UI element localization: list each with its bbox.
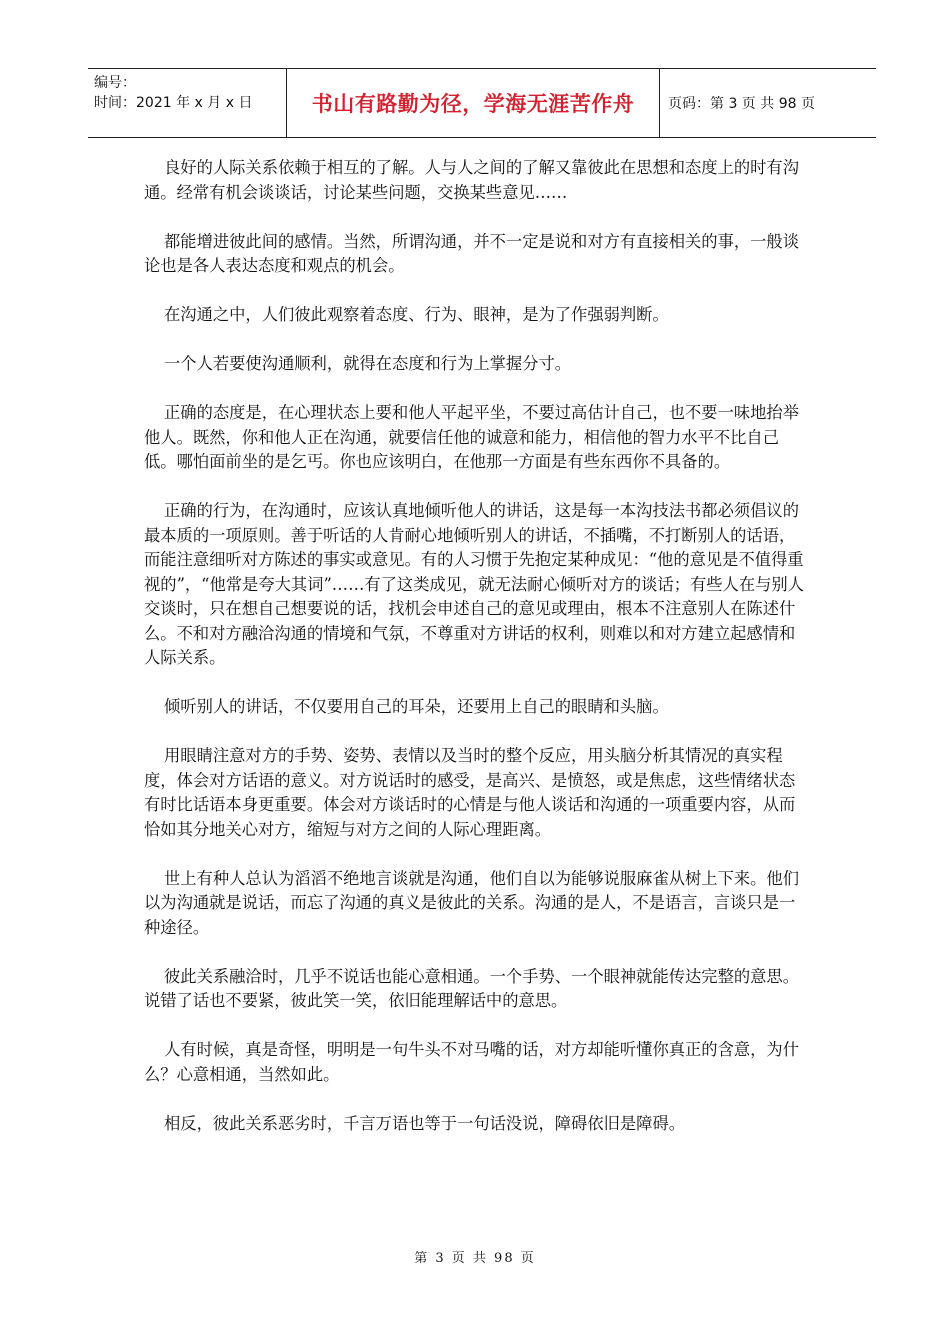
date-line: 时间：2021 年 x 月 x 日	[94, 95, 253, 111]
paragraph: 在沟通之中，人们彼此观察着态度、行为、眼神，是为了作强弱判断。	[164, 305, 669, 324]
page-header	[88, 68, 876, 138]
header-page-info: 页码：第 3 页 共 98 页	[668, 96, 815, 112]
paragraph: 人有时候，真是奇怪，明明是一句牛头不对马嘴的话，对方却能听懂你真正的含意，为什么？心意相通，当然如此。	[144, 1040, 799, 1084]
code-label: 编号：	[94, 75, 136, 91]
paragraph: 世上有种人总认为滔滔不绝地言谈就是沟通，他们自以为能够说服麻雀从树上下来。他们以为沟通就是说话，而忘了沟通的真义是彼此的关系。沟通的是人，不是语言，言谈只是一种途径。	[144, 868, 799, 937]
header-meta	[88, 69, 286, 137]
paragraph: 用眼睛注意对方的手势、姿势、表情以及当时的整个反应，用头脑分析其情况的真实程度，体会对方话语的意义。对方说话时的感受，是高兴、是愤怒，或是焦虑，这些情绪状态有时比话语本身更重要。体会对方谈话时的心情是与他人谈话和沟通的一项重要内容，从而恰如其分地关心对方，缩短与对方之间的人际心理距离。	[144, 746, 796, 839]
body-text	[144, 156, 810, 1161]
paragraph: 相反，彼此关系恶劣时，千言万语也等于一句话没说，障碍依旧是障碍。	[164, 1113, 686, 1133]
paragraph: 彼此关系融洽时，几乎不说话也能心意相通。一个手势、一个眼神就能传达完整的意思。说错了话也不要紧，彼此笑一笑，依旧能理解话中的意思。	[144, 966, 799, 1010]
paragraph: 正确的态度是，在心理状态上要和他人平起平坐，不要过高估计自己，也不要一味地抬举他人。既然，你和他人正在沟通，就要信任他的诚意和能力，相信他的智力水平不比自己低。哪怕面前坐的是乞丐。你也应该明白，在他那一方面是有些东西你不具备的。	[144, 403, 799, 471]
paragraph: 一个人若要使沟通顺利，就得在态度和行为上掌握分寸。	[164, 354, 572, 373]
header-motto: 书山有路勤为径，学海无涯苦作舟	[286, 69, 660, 137]
page-footer: 第 3 页 共 98 页	[414, 1251, 536, 1266]
paragraph: 倾听别人的讲话，不仅要用自己的耳朵，还要用上自己的眼睛和头脑。	[164, 697, 669, 716]
paragraph: 正确的行为，在沟通时，应该认真地倾听他人的讲话，这是每一本沟技法书都必须倡议的最本质的一项原则。善于听话的人肯耐心地倾听别人的讲话，不插嘴，不打断别人的话语，而能注意细听对方陈述的事实或意见。有的人习惯于先抱定某种成见：“他的意见是不值得重视的”，“他常是夸大其词”……有了这类成见，就无法耐心倾听对方的谈话；有些人在与别人交谈时，只在想自己想要说的话，找机会申述自己的意见或理由，根本不注意别人在陈述什么。不和对方融洽沟通的情境和气氛，不尊重对方讲话的权利，则难以和对方建立起感情和人际关系。	[144, 501, 804, 667]
paragraph: 良好的人际关系依赖于相互的了解。人与人之间的了解又靠彼此在思想和态度上的时有沟通。经常有机会谈谈话，讨论某些问题，交换某些意见……	[144, 158, 799, 202]
paragraph: 都能增进彼此间的感情。当然，所谓沟通，并不一定是说和对方有直接相关的事，一般谈论也是各人表达态度和观点的机会。	[144, 231, 799, 275]
